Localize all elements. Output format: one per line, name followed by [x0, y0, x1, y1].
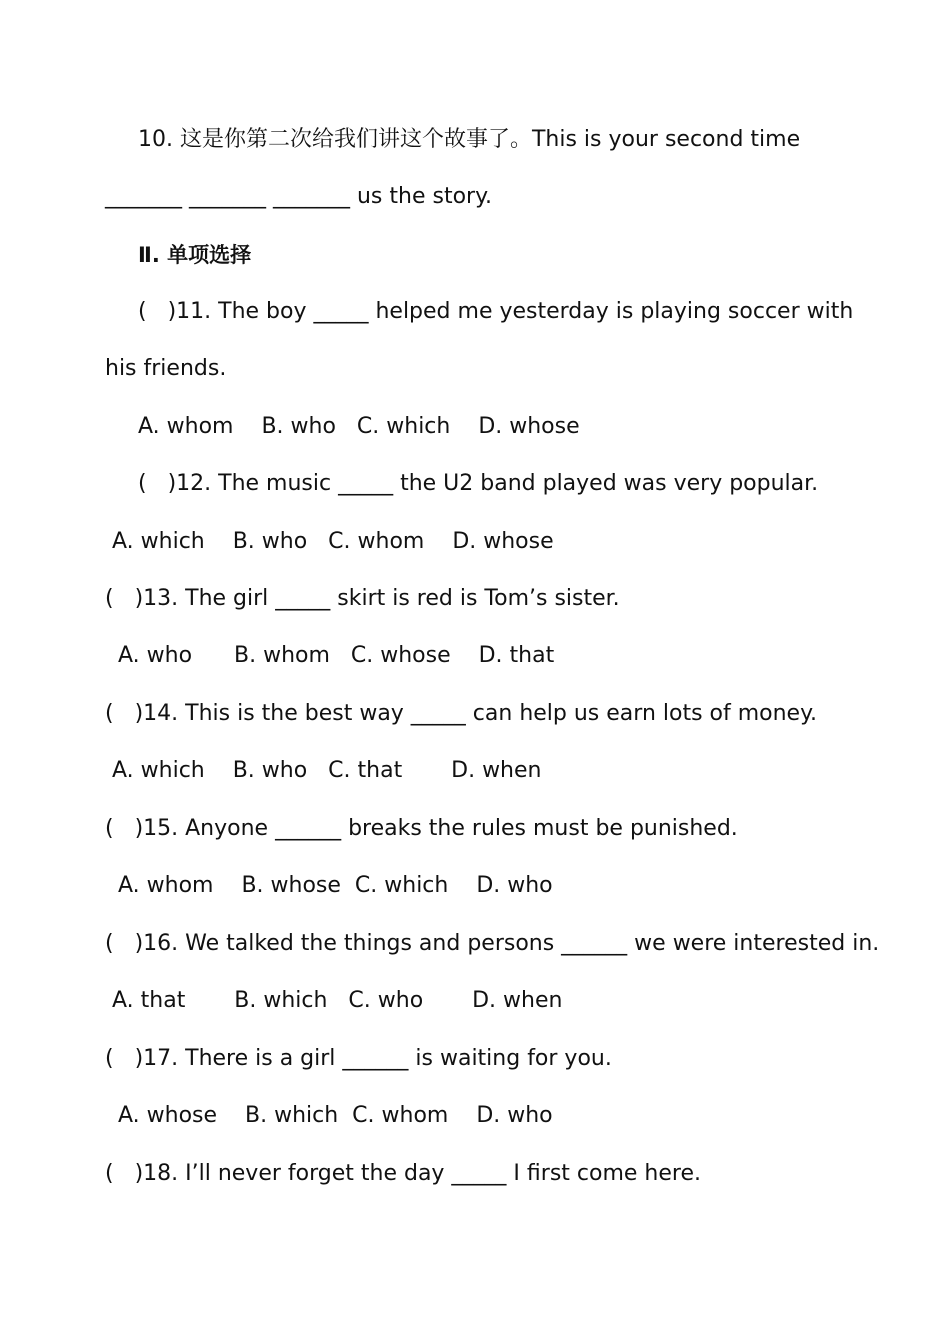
question-16-stem: ( )16. We talked the things and persons ______ we were interested in. — [105, 931, 880, 956]
question-10-line-1: 10. 这是你第二次给我们讲这个故事了。This is your second time — [138, 127, 801, 152]
question-17-options: A. whose B. which C. whom D. who — [118, 1103, 553, 1128]
question-11-stem-line-2: his friends. — [105, 356, 227, 381]
question-14-stem: ( )14. This is the best way _____ can help us earn lots of money. — [105, 701, 817, 726]
question-18-stem: ( )18. I’ll never forget the day _____ I first come here. — [105, 1161, 701, 1186]
question-16-options: A. that B. which C. who D. when — [112, 988, 563, 1013]
question-13-options: A. who B. whom C. whose D. that — [118, 643, 555, 668]
question-10-line-2: _______ _______ _______ us the story. — [105, 184, 492, 209]
question-15-options: A. whom B. whose C. which D. who — [118, 873, 553, 898]
question-17-stem: ( )17. There is a girl ______ is waiting for you. — [105, 1046, 612, 1071]
question-11-stem-line-1: ( )11. The boy _____ helped me yesterday is playing soccer with — [138, 299, 854, 324]
question-12-stem: ( )12. The music _____ the U2 band played was very popular. — [138, 471, 819, 496]
section-title: Ⅱ. 单项选择 — [138, 243, 252, 267]
question-12-options: A. which B. who C. whom D. whose — [112, 529, 554, 554]
question-13-stem: ( )13. The girl _____ skirt is red is Tom’s sister. — [105, 586, 620, 611]
question-11-options: A. whom B. who C. which D. whose — [138, 414, 580, 439]
question-14-options: A. which B. who C. that D. when — [112, 758, 542, 783]
question-15-stem: ( )15. Anyone ______ breaks the rules must be punished. — [105, 816, 738, 841]
